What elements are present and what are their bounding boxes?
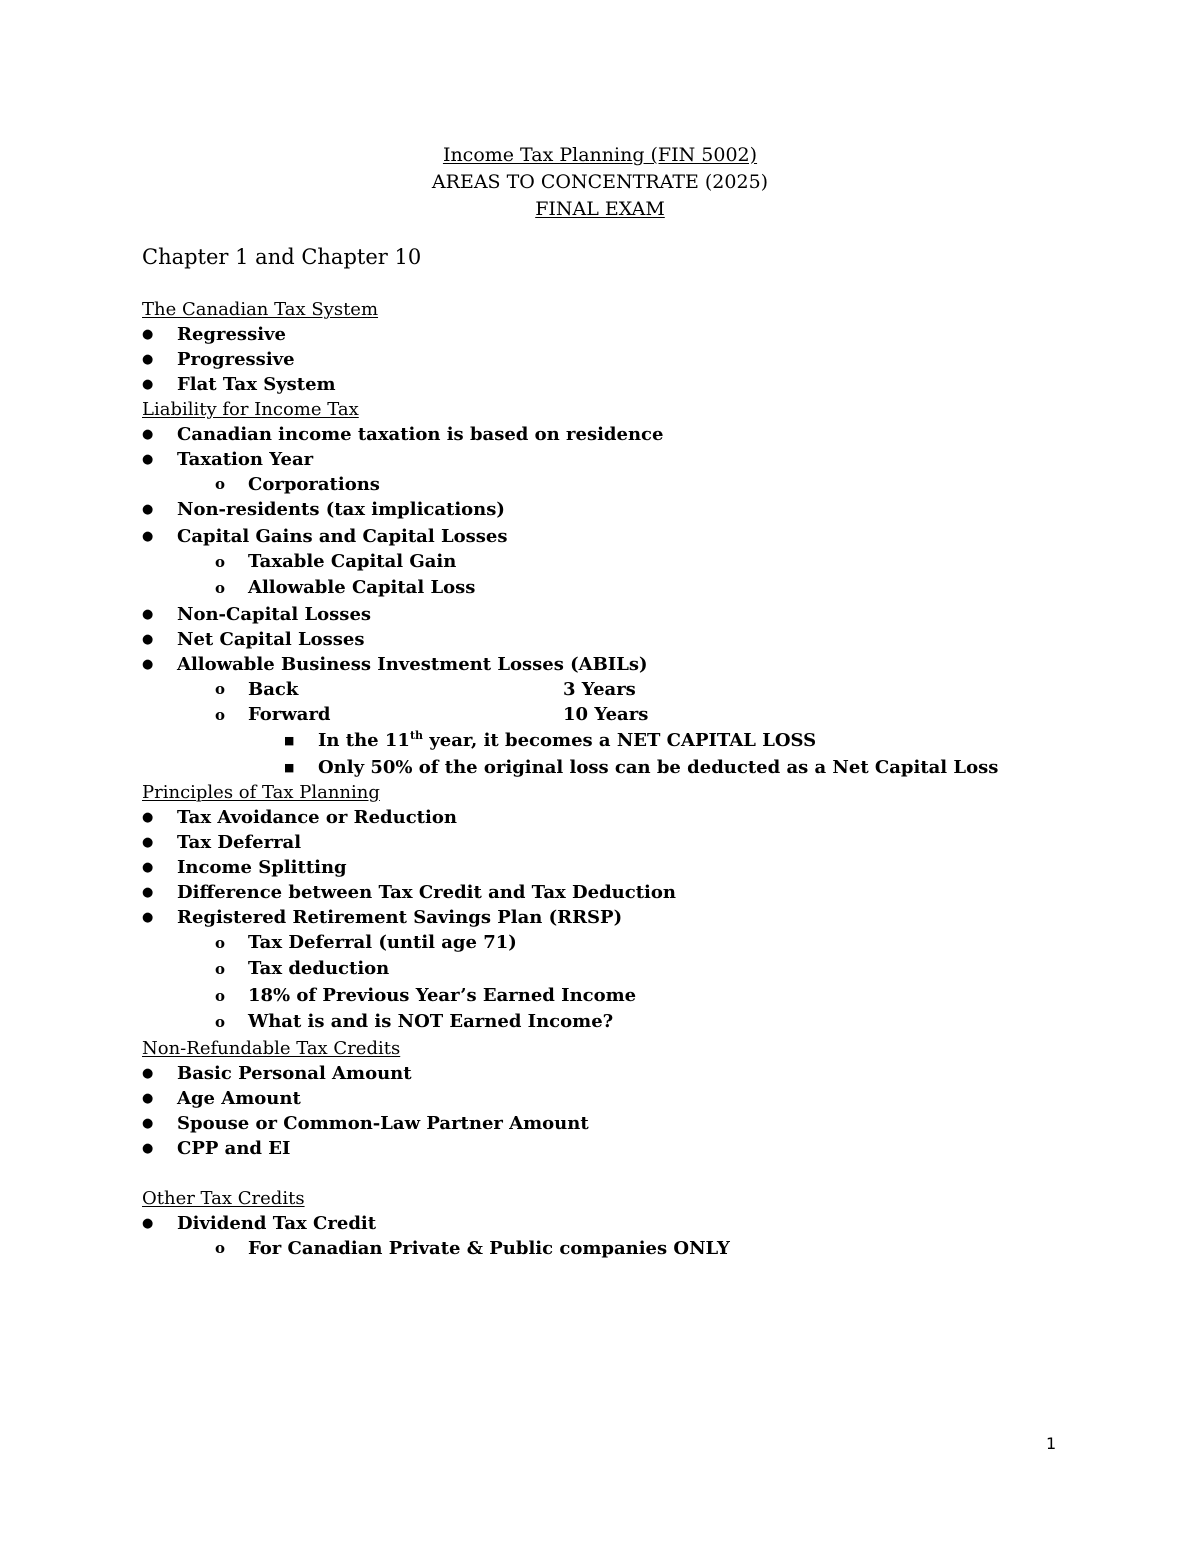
sub-list-item: o Allowable Capital Loss — [142, 575, 1142, 602]
back-years-value: 3 Years — [563, 678, 636, 700]
list-item: ● Progressive — [142, 349, 295, 370]
bullet-icon: ● — [142, 859, 154, 875]
circle-bullet-icon: o — [215, 1238, 226, 1257]
bullet-icon: ● — [142, 1140, 154, 1156]
bullet-icon: ● — [142, 809, 154, 825]
circle-bullet-icon: o — [215, 679, 226, 698]
list-item: ● Capital Gains and Capital Losses — [142, 525, 508, 547]
list-item: ● Dividend Tax Credit — [142, 1212, 377, 1234]
circle-bullet-icon: o — [215, 552, 226, 571]
list-item: ● Non-residents (tax implications) — [142, 497, 1142, 524]
bullet-icon: ● — [142, 427, 154, 442]
sub-list-item: o Tax deduction — [142, 956, 1142, 983]
square-bullet-icon: ■ — [284, 760, 295, 774]
section-heading-non-refundable: Non-Refundable Tax Credits — [142, 1037, 401, 1059]
section-heading-principles: Principles of Tax Planning — [142, 781, 380, 803]
list-item: ● Taxation Year — [142, 449, 314, 470]
title-block — [0, 142, 1200, 223]
list-item: ● Basic Personal Amount — [142, 1062, 412, 1084]
sub-list-item: o Tax Deferral (until age 71) — [142, 930, 1142, 957]
sub-list-item: o For Canadian Private & Public companies ONLY — [215, 1237, 730, 1259]
list-item: ● CPP and EI — [142, 1137, 291, 1159]
circle-bullet-icon: o — [215, 1013, 226, 1031]
list-item: ● Allowable Business Investment Losses (ABILs) — [142, 653, 648, 675]
list-item: ● Non-Capital Losses — [142, 603, 372, 625]
bullet-icon: ● — [142, 631, 154, 647]
bullet-icon: ● — [142, 1065, 154, 1081]
bullet-icon: ● — [142, 528, 154, 544]
exam-subtitle: AREAS TO CONCENTRATE (2025) — [431, 171, 769, 193]
sub-sub-list-item: ■ In the 11th year, it becomes a NET CAPITAL LOSS — [142, 728, 1142, 755]
bullet-icon: ● — [142, 884, 154, 900]
circle-bullet-icon: o — [215, 960, 226, 978]
bullet-icon: ● — [142, 352, 154, 367]
bullet-icon: ● — [142, 1215, 154, 1231]
forward-years-value: 10 Years — [563, 703, 649, 725]
bullet-icon: ● — [142, 834, 154, 850]
square-bullet-icon: ■ — [284, 734, 295, 747]
circle-bullet-icon: o — [215, 579, 226, 597]
list-item: ● Canadian income taxation is based on residence — [142, 424, 664, 445]
section-heading-liability: Liability for Income Tax — [142, 399, 359, 420]
exam-label: FINAL EXAM — [535, 198, 665, 220]
circle-bullet-icon: o — [215, 933, 226, 952]
bullet-icon: ● — [142, 377, 154, 392]
bullet-icon: ● — [142, 1115, 154, 1131]
bullet-icon: ● — [142, 656, 154, 672]
circle-bullet-icon: o — [215, 986, 226, 1005]
spacer — [142, 1161, 1142, 1186]
bullet-icon: ● — [142, 606, 154, 622]
list-item: ● Registered Retirement Savings Plan (RRSP) — [142, 906, 623, 928]
sub-list-item: o Corporations — [215, 474, 380, 495]
sub-list-item: o Back 3 Years — [215, 678, 636, 700]
sub-list-item: o Forward 10 Years — [142, 702, 1142, 729]
circle-bullet-icon: o — [215, 705, 226, 724]
list-item: ● Tax Avoidance or Reduction — [142, 806, 457, 828]
list-item: ● Flat Tax System — [142, 374, 336, 395]
sub-list-item: o 18% of Previous Year’s Earned Income — [142, 983, 1142, 1010]
list-item: ● Tax Deferral — [142, 831, 302, 853]
bullet-icon: ● — [142, 1090, 154, 1106]
outline-content — [142, 297, 1142, 1261]
sub-list-item: o What is and is NOT Earned Income? — [142, 1009, 1142, 1036]
chapter-heading: Chapter 1 and Chapter 10 — [142, 245, 422, 269]
section-heading-other-credits: Other Tax Credits — [142, 1187, 305, 1209]
bullet-icon: ● — [142, 909, 154, 925]
page-number: 1 — [1046, 1434, 1057, 1453]
list-item: ● Income Splitting — [142, 856, 347, 878]
list-item: ● Age Amount — [142, 1087, 301, 1109]
sub-sub-list-item: ■ Only 50% of the original loss can be deducted as a Net Capital Loss — [284, 756, 999, 778]
sub-list-item: o Taxable Capital Gain — [142, 549, 1142, 576]
list-item: ● Spouse or Common-Law Partner Amount — [142, 1112, 589, 1134]
bullet-icon: ● — [142, 502, 154, 517]
list-item: ● Difference between Tax Credit and Tax Deduction — [142, 881, 676, 903]
list-item: ● Regressive — [142, 324, 286, 345]
bullet-icon: ● — [142, 452, 154, 467]
list-item: ● Net Capital Losses — [142, 628, 365, 650]
bullet-icon: ● — [142, 327, 154, 342]
course-title: Income Tax Planning (FIN 5002) — [442, 144, 758, 166]
section-heading-canadian-tax-system: The Canadian Tax System — [142, 299, 379, 320]
circle-bullet-icon: o — [215, 475, 226, 493]
